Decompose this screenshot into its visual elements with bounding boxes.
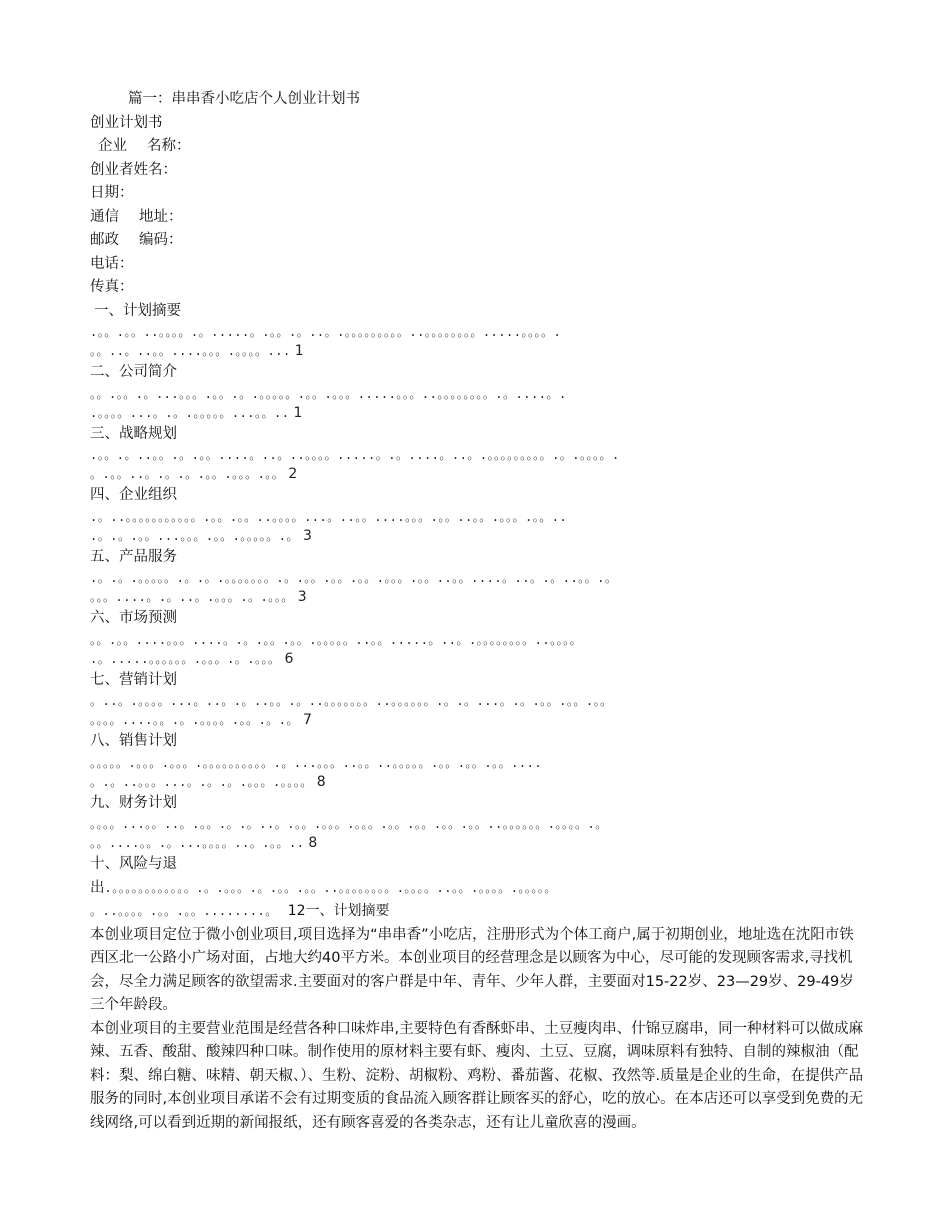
toc-leader: .。.。.。。。。。.。.。.。。。。。。。.。.。。.。。.。。.。。。.。。..。。....。..。.。..。。.。 [90, 571, 618, 585]
toc-page-number: 3 [297, 589, 308, 605]
field-phone: 电话： [90, 255, 134, 272]
toc-page-number: 2 [288, 466, 298, 482]
toc-leader-end: .。.。.。。...。。。.。。.。。。。。.。 3 [90, 527, 313, 544]
document-title: 篇一：串串香小吃店个人创业计划书 [128, 91, 360, 107]
document-page [90, 88, 865, 1135]
field-fax: 传真： [90, 279, 134, 295]
toc-heading: 四、企业组织 [90, 487, 177, 503]
toc-leader-end: 。.。..。。。...。.。.。.。。。.。。。。 8 [90, 773, 327, 790]
body-paragraph: 本创业项目的主要营业范围是经营各种口味炸串,主要特色有香酥虾串、土豆瘦肉串、什锦豆腐串，同一种材料可以做成麻辣、五香、酸甜、酸辣四种口味。制作使用的原材料主要有虾、瘦肉、土豆、豆腐，调味原料有独特、自制的辣椒油（配料：梨、绵白糖、味精、朝天椒、）、生粉、淀粉、胡椒粉、鸡粉、番茄酱、花椒、孜然等.质量是企业的生命，在提供产品服务的同时,本创业项目承诺不会有过期变质的食品流入顾客群让顾客买的舒心，吃的放心。在本店还可以享受到免费的无线网络,可以看到近期的新闻报纸，还有顾客喜爱的各类杂志，还有让儿童欣喜的漫画。 [90, 1020, 864, 1131]
toc-leader-end: 。.。。..。.。.。.。。.。。。.。。 2 [90, 466, 298, 482]
toc-leader-end: .。.....。。。。。。.。。。.。.。。。 6 [90, 650, 294, 667]
toc-heading: 五、产品服务 [90, 548, 177, 565]
toc-page-number: 6 [284, 650, 294, 667]
toc-leader-end: 。。..。..。。....。。。.。。。。... 1 [90, 343, 305, 359]
toc-leader: 。。。。。.。。。.。。。.。。。。。。。。。。.。...。。。..。。..。。。。。.。。.。。.。。.... [90, 755, 543, 770]
toc-leader-end: 。。。....。.。..。.。。。.。.。。。 3 [90, 589, 308, 605]
toc-leader: 。。.。。....。。。....。.。.。。.。。.。。。。。..。。.....。..。.。。。。。。。。..。。。。 [90, 632, 583, 647]
toc-page-number-and-section: 12一、计划摘要 [287, 903, 390, 919]
toc-page-number: 8 [308, 835, 318, 851]
toc-page-number: 8 [316, 773, 327, 790]
toc-leader: 。..。.。。。。...。..。.。..。。.。..。。。。。。。..。。。。。。.。.。...。.。.。。.。。.。。 [90, 694, 613, 708]
field-date: 日期： [90, 185, 134, 201]
toc-leader-end: 。。。。....。。.。.。。。。.。。.。.。 7 [90, 712, 313, 728]
toc-heading: 九、财务计划 [90, 794, 177, 811]
toc-leader: .。。.。。..。。。。.。.....。.。。.。..。.。。。。。。。。。..。。。。。。。。.....。。。。. [90, 325, 562, 339]
toc-leader: 出.。。。。。。。。。。。。.。.。。。.。.。。.。。..。。。。。。。。.。。。。..。。.。。。。.。。。。。 [90, 879, 557, 896]
toc-leader-end: 。。....。。.。...。。。。..。.。。.. 8 [90, 835, 318, 851]
toc-heading: 一、计划摘要 [94, 302, 181, 319]
toc-page-number: 7 [303, 712, 313, 728]
toc-leader-end: 。..。。。。.。。.。。........。 12一、计划摘要 [90, 903, 390, 919]
toc-leader: .。。.。..。。.。.。。....。..。..。。。。.....。.。....。..。.。。。。。。。。。.。.。。。。. [90, 448, 620, 462]
field-address: 通信 地址： [90, 208, 183, 225]
field-postal-code: 邮政 编码： [90, 232, 183, 248]
toc-page-number: 1 [294, 343, 305, 359]
field-enterprise-name: 企业 名称： [98, 138, 191, 154]
toc-page-number: 3 [303, 527, 313, 544]
toc-leader-end: .。。。。...。.。.。。。。。...。。.. 1 [90, 404, 303, 421]
toc-page-number: 1 [293, 404, 303, 421]
toc-heading: 八、销售计划 [90, 733, 177, 749]
document-subtitle: 创业计划书 [90, 114, 163, 131]
toc-heading: 七、营销计划 [90, 671, 177, 688]
toc-leader: 。。.。。.。...。。。.。。.。.。。。。。.。。.。。。.....。。。..。。。。。。。。.。....。. [90, 386, 567, 401]
toc-leader: 。。。。...。。..。.。。.。.。..。.。。.。。。.。。。.。。.。。.。。.。。..。。。。。。.。。。。.。 [90, 817, 608, 831]
toc-heading: 十、风险与退 [90, 856, 177, 872]
toc-heading: 二、公司简介 [90, 364, 177, 380]
toc-heading: 三、战略规划 [90, 425, 177, 442]
toc-leader: .。..。。。。。。。。。。。.。。.。。..。。。。...。..。。....。。。.。。..。。.。。。.。。.. [90, 509, 568, 524]
body-paragraph: 本创业项目定位于微小创业项目,项目选择为“串串香”小吃店，注册形式为个体工商户,属于初期创业，地址选在沈阳市铁西区北一公路小广场对面，占地大约40平方米。本创业项目的经营理念是以顾客为中心，尽可能的发现顾客需求,寻找机会，尽全力满足顾客的欲望需求.主要面对的客户群是中年、青年、少年人群，主要面对15-22岁、23—29岁、29-49岁三个年龄段。 [90, 926, 854, 1013]
toc-heading: 六、市场预测 [90, 610, 177, 626]
table-of-contents [90, 300, 865, 924]
field-founder-name: 创业者姓名： [90, 161, 177, 178]
